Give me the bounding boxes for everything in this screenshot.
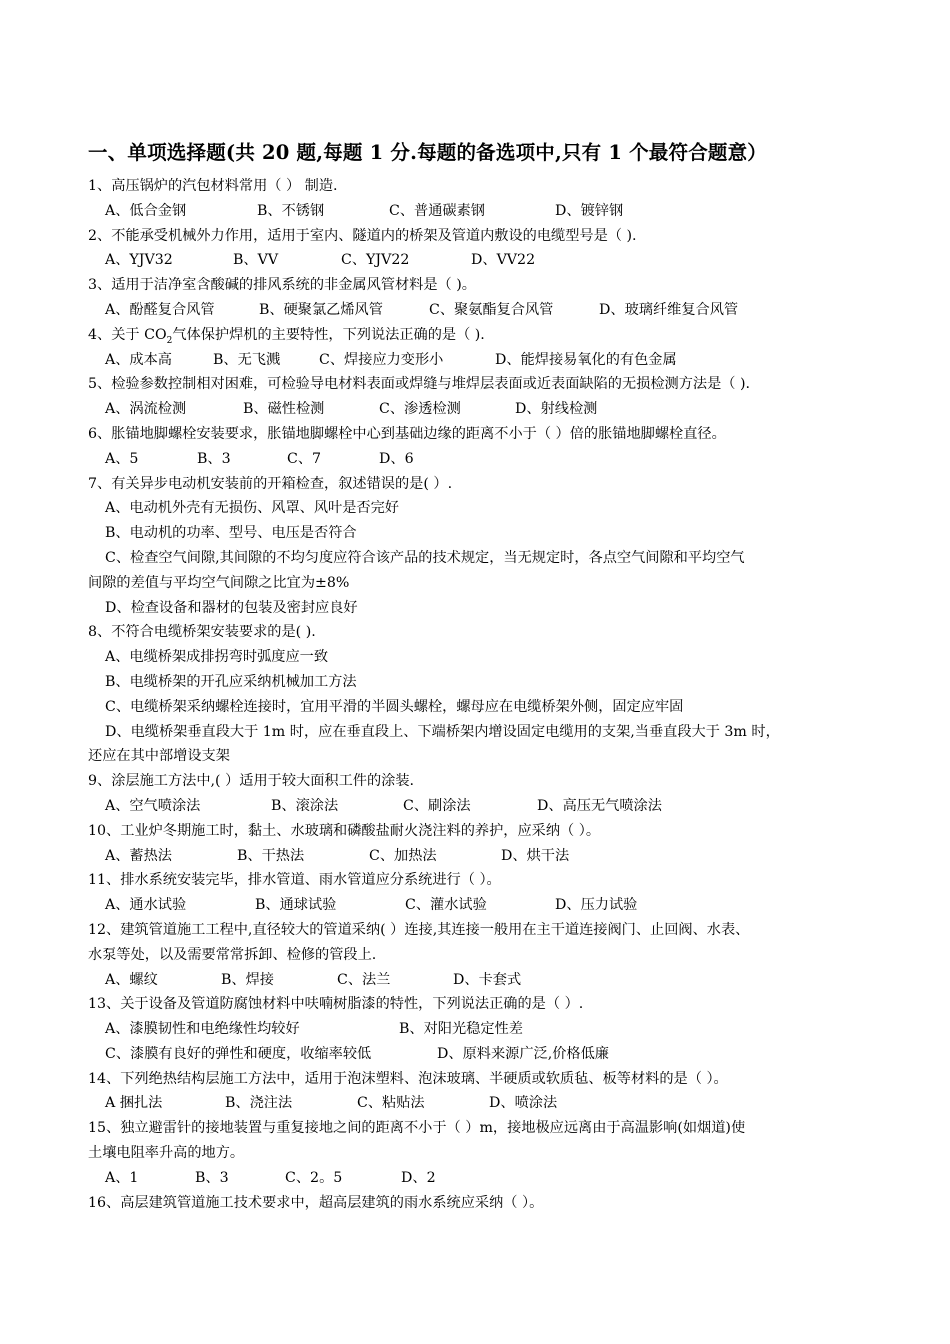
- option-d: D、6: [379, 450, 414, 467]
- option-c: C、普通碳素钢: [389, 202, 485, 219]
- option-a: A 捆扎法: [105, 1095, 163, 1112]
- option-a: A、酚醛复合风管: [105, 301, 215, 318]
- option-b: B、对阳光稳定性差: [399, 1021, 523, 1038]
- option-b: B、干热法: [237, 847, 305, 864]
- option-b: B、磁性检测: [243, 401, 325, 418]
- option-b: B、无飞溅: [213, 351, 281, 368]
- question-10-options: [88, 844, 878, 869]
- option-d: D、卡套式: [453, 971, 522, 988]
- question-5: 5、检验参数控制相对困难，可检验导电材料表面或焊缝与堆焊层表面或近表面缺陷的无损检测方法是（ ).: [88, 376, 751, 393]
- option-c: C、聚氨酯复合风管: [429, 301, 554, 318]
- question-1-options: [88, 199, 878, 224]
- question-4-options: [88, 348, 878, 373]
- question-4: [88, 323, 878, 348]
- option-b: B、3: [197, 450, 231, 467]
- option-b: B、3: [195, 1169, 229, 1186]
- option-d: D、VV22: [471, 252, 536, 269]
- question-7-option-c-continued: 间隙的差值与平均空气间隙之比宜为±8%: [88, 574, 350, 591]
- question-6-options: [88, 447, 878, 472]
- question-14-options: [88, 1091, 878, 1116]
- option-d: D、2: [401, 1169, 436, 1186]
- option-c: C、2。5: [285, 1169, 343, 1186]
- option-a: A、蓄热法: [105, 847, 172, 864]
- option-d: D、玻璃纤维复合风管: [599, 301, 739, 318]
- option-c: C、焊接应力变形小: [319, 351, 444, 368]
- question-13: 13、关于设备及管道防腐蚀材料中呋喃树脂漆的特性，下列说法正确的是（ ）.: [88, 996, 584, 1013]
- option-c: C、渗透检测: [379, 401, 461, 418]
- question-8-option-c: C、电缆桥架采纳螺栓连接时，宜用平滑的半圆头螺栓，螺母应在电缆桥架外侧，固定应牢固: [105, 698, 684, 715]
- option-a: A、1: [105, 1169, 139, 1186]
- question-4-text-b: 气体保护焊机的主要特性，下列说法正确的是（ ).: [172, 326, 485, 343]
- question-9-options: [88, 794, 878, 819]
- option-a: A、低合金钢: [105, 202, 187, 219]
- option-d: D、烘干法: [501, 847, 570, 864]
- option-b: B、硬聚氯乙烯风管: [259, 301, 383, 318]
- question-9: 9、涂层施工方法中,( ）适用于较大面积工件的涂装.: [88, 773, 415, 790]
- question-3: 3、适用于洁净室含酸碱的排风系统的非金属风管材料是（ )。: [88, 277, 476, 294]
- question-15: 15、独立避雷针的接地装置与重复接地之间的距离不小于（ ）m，接地极应远离由于高温影响(如烟道)使: [88, 1120, 746, 1137]
- option-d: D、射线检测: [515, 401, 598, 418]
- option-a: A、涡流检测: [105, 401, 187, 418]
- question-12-options: [88, 968, 878, 993]
- option-d: D、喷涂法: [489, 1095, 558, 1112]
- question-13-options-row-2: [88, 1042, 878, 1067]
- question-13-options-row-1: [88, 1017, 878, 1042]
- option-c: C、7: [287, 450, 322, 467]
- question-16: 16、高层建筑管道施工技术要求中，超高层建筑的雨水系统应采纳（ ）。: [88, 1194, 544, 1211]
- option-c: C、法兰: [337, 971, 391, 988]
- option-b: B、滚涂法: [271, 797, 339, 814]
- question-11-options: [88, 893, 878, 918]
- question-7-option-d: D、检查设备和器材的包装及密封应良好: [105, 599, 358, 616]
- option-d: D、镀锌钢: [555, 202, 624, 219]
- option-c: C、刷涂法: [403, 797, 471, 814]
- question-7-option-c: C、检查空气间隙,其间隙的不均匀度应符合该产品的技术规定，当无规定时，各点空气间隙和平均空气: [105, 549, 745, 566]
- option-c: C、漆膜有良好的弹性和硬度，收缩率较低: [105, 1045, 372, 1062]
- option-a: A、5: [105, 450, 139, 467]
- question-12: 12、建筑管道施工工程中,直径较大的管道采纳( ）连接,其连接一般用在主干道连接阀门、止回阀、水表、: [88, 921, 750, 938]
- question-2: 2、不能承受机械外力作用，适用于室内、隧道内的桥架及管道内敷设的电缆型号是（ ).: [88, 227, 637, 244]
- option-c: C、加热法: [369, 847, 437, 864]
- option-c: C、YJV22: [341, 252, 410, 269]
- question-7-option-a: A、电动机外壳有无损伤、风罩、风叶是否完好: [105, 500, 399, 517]
- option-d: D、高压无气喷涂法: [537, 797, 662, 814]
- question-8-option-d-continued: 还应在其中部增设支架: [88, 748, 230, 765]
- question-4-text-a: 4、关于 CO: [88, 326, 167, 343]
- option-a: A、漆膜韧性和电绝缘性均较好: [105, 1021, 300, 1038]
- question-3-options: [88, 298, 878, 323]
- question-12-continued: 水泵等处，以及需要常常拆卸、检修的管段上.: [88, 946, 377, 963]
- question-15-options: [88, 1166, 878, 1191]
- question-7-option-b: B、电动机的功率、型号、电压是否符合: [105, 525, 357, 542]
- subscript-2: 2: [166, 335, 173, 346]
- option-d: D、压力试验: [555, 897, 638, 914]
- question-15-continued: 土壤电阻率升高的地方。: [88, 1145, 245, 1162]
- option-b: B、不锈钢: [257, 202, 325, 219]
- question-8-option-b: B、电缆桥架的开孔应采纳机械加工方法: [105, 673, 357, 690]
- question-list: [88, 174, 878, 1215]
- option-a: A、空气喷涂法: [105, 797, 201, 814]
- option-b: B、浇注法: [225, 1095, 293, 1112]
- question-14: 14、下列绝热结构层施工方法中，适用于泡沫塑料、泡沫玻璃、半硬质或软质毡、板等材料的是（ ）。: [88, 1070, 728, 1087]
- question-8-option-a: A、电缆桥架成排拐弯时弧度应一致: [105, 649, 329, 666]
- option-a: A、YJV32: [105, 252, 173, 269]
- question-2-options: [88, 248, 878, 273]
- question-10: 10、工业炉冬期施工时，黏土、水玻璃和磷酸盐耐火浇注料的养护，应采纳（ ）。: [88, 822, 601, 839]
- question-8-option-d: D、电缆桥架垂直段大于 1m 时，应在垂直段上、下端桥架内增设固定电缆用的支架,当垂直段大于 3m 时，: [105, 723, 780, 740]
- question-8: 8、不符合电缆桥架安装要求的是( ).: [88, 624, 316, 641]
- option-b: B、通球试验: [255, 897, 337, 914]
- option-d: D、原料来源广泛,价格低廉: [437, 1045, 609, 1062]
- question-7: 7、有关异步电动机安装前的开箱检查，叙述错误的是( ）.: [88, 475, 453, 492]
- option-a: A、成本高: [105, 351, 172, 368]
- option-b: B、VV: [233, 252, 279, 269]
- question-11: 11、排水系统安装完毕，排水管道、雨水管道应分系统进行（ ）。: [88, 872, 501, 889]
- option-a: A、通水试验: [105, 897, 187, 914]
- section-heading: 一、单项选择题(共 20 题,每题 1 分.每题的备选项中,只有 1 个最符合题意）: [88, 141, 767, 164]
- option-a: A、螺纹: [105, 971, 158, 988]
- option-c: C、粘贴法: [357, 1095, 425, 1112]
- question-1: 1、高压锅炉的汽包材料常用（ ） 制造.: [88, 178, 338, 194]
- option-c: C、灌水试验: [405, 897, 487, 914]
- option-d: D、能焊接易氧化的有色金属: [495, 351, 677, 368]
- question-5-options: [88, 397, 878, 422]
- question-6: 6、胀锚地脚螺栓安装要求，胀锚地脚螺栓中心到基础边缘的距离不小于（ ）倍的胀锚地脚螺栓直径。: [88, 425, 726, 442]
- option-b: B、焊接: [221, 971, 274, 988]
